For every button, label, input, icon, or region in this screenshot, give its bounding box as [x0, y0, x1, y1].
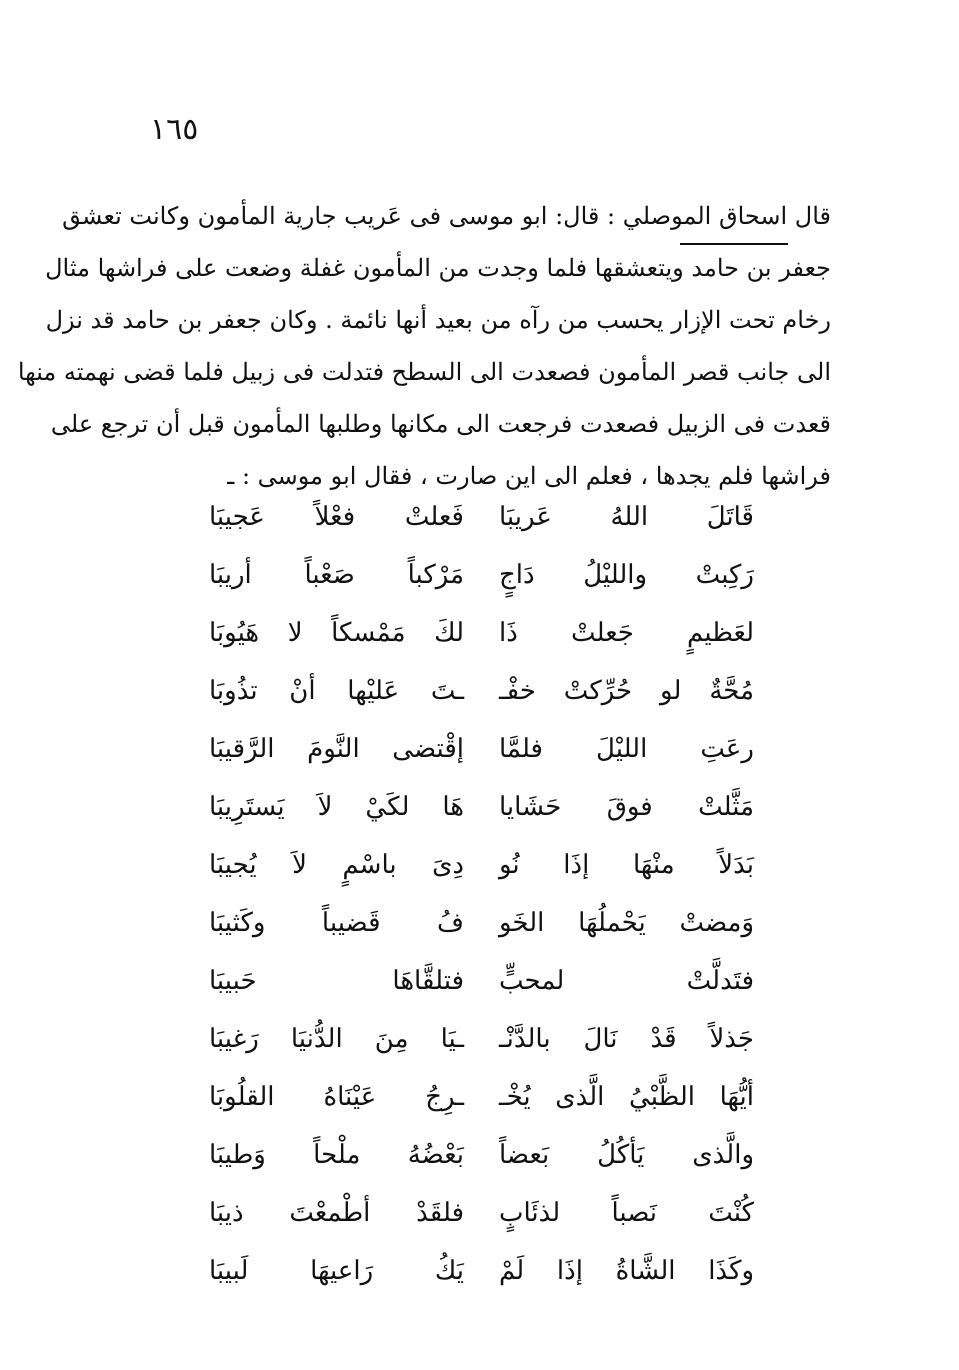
verse-first-hemistich: لعَظيمٍ جَعلتْ ذَا [499, 618, 754, 648]
verse-second-hemistich: دِىَ باسْمٍ لاَ يُجيبَا [209, 850, 464, 880]
verse-second-hemistich: لكَ مَمْسكاً لا هَيُوبَا [209, 618, 464, 648]
verse-first-hemistich: بَدَلاً منْهَا إذَا نُو [499, 850, 754, 880]
verse-second-hemistich: بَعْضُهُ ملْحاً وَطيبَا [209, 1140, 464, 1170]
prose-line: جعفر بن حامد ويتعشقها فلما وجدت من المأمون غفلة وضعت على فراشها مثال [45, 254, 831, 282]
verse-first-hemistich: رَكِبتْ والليْلُ دَاجٍ [499, 560, 754, 590]
verse-second-hemistich: يَكُ رَاعيهَا لَبيبَا [209, 1256, 464, 1286]
verse-first-hemistich: وكَذَا الشَّاةُ إذَا لَمْ [499, 1256, 754, 1286]
prose-line: فراشها فلم يجدها ، فعلم الى اين صارت ، فقال ابو موسى : ـ [227, 462, 831, 490]
verse-second-hemistich: فلقَدْ أطْمعْتَ ذيبَا [209, 1198, 464, 1228]
verse [209, 952, 754, 1010]
verse-second-hemistich: ـرِجُ عَيْنَاهُ القلُوبَا [209, 1082, 464, 1112]
verse [209, 546, 754, 604]
prose-line: رخام تحت الإزار يحسب من رآه من بعيد أنها نائمة . وكان جعفر بن حامد قد نزل [45, 306, 831, 334]
verse [209, 720, 754, 778]
verse-first-hemistich: أيُّهَا الظَّبْيُ الَّذى يُخْـ [499, 1082, 754, 1112]
verse [209, 894, 754, 952]
verse [209, 1068, 754, 1126]
verse [209, 1184, 754, 1242]
verse-second-hemistich: إقْتضى النَّومَ الرَّقيبَا [209, 734, 464, 764]
verse-second-hemistich: فتلقَّاهَا حَبيبَا [209, 966, 464, 996]
verse-first-hemistich: مَثَّلتْ فوقَ حَشَايا [499, 792, 754, 822]
verse [209, 1010, 754, 1068]
verse-first-hemistich: رعَتِ الليْلَ فلمَّا [499, 734, 754, 764]
verse-second-hemistich: ـيَا مِنَ الدُّنيَا رَغيبَا [209, 1024, 464, 1054]
prose-paragraph [17, 190, 831, 502]
verse-first-hemistich: والَّذى يَأكُلُ بَعضاً [499, 1140, 754, 1170]
prose-line: قعدت فى الزبيل فصعدت فرجعت الى مكانها وطلبها المأمون قبل أن ترجع على [50, 410, 831, 438]
verse-second-hemistich: مَرْكباً صَعْباً أريبَا [209, 560, 464, 590]
verse [209, 662, 754, 720]
verse-first-hemistich: وَمضتْ يَحْملُهَا الخَو [499, 908, 754, 938]
verse [209, 1242, 754, 1300]
verse-first-hemistich: مُحَّةٌ لو حُرِّكتْ خفْـ [499, 676, 754, 706]
verse-first-hemistich: قَاتَلَ اللهُ عَريبَا [499, 502, 754, 532]
verse-second-hemistich: فُ قَضيباً وكَثيبَا [209, 908, 464, 938]
verse-first-hemistich: فتَدلَّتْ لمحبٍّ [499, 966, 754, 996]
prose-line: الى جانب قصر المأمون فصعدت الى السطح فتدلت فى زبيل فلما قضى نهمته منها [17, 358, 831, 386]
verse-second-hemistich: فَعلتْ فعْلاً عَجيبَا [209, 502, 464, 532]
verse [209, 778, 754, 836]
verse [209, 604, 754, 662]
verse [209, 1126, 754, 1184]
verse-first-hemistich: كُنْتَ نَصباً لذئَابٍ [499, 1198, 754, 1228]
page-number: ١٦٥ [150, 112, 199, 147]
verse-second-hemistich: ـتَ عَليْها أنْ تذُوبَا [209, 676, 464, 706]
verse-first-hemistich: جَذلاً قَدْ نَالَ بالدَّنْـ [499, 1024, 754, 1054]
prose-line: قال اسحاق الموصلي : قال: ابو موسى فى عَريب جارية المأمون وكانت تعشق [62, 202, 831, 230]
verse-second-hemistich: هَا لكَيْ لاَ يَستَرِيبَا [209, 792, 464, 822]
verse [209, 488, 754, 546]
poem [209, 488, 754, 1300]
verse [209, 836, 754, 894]
